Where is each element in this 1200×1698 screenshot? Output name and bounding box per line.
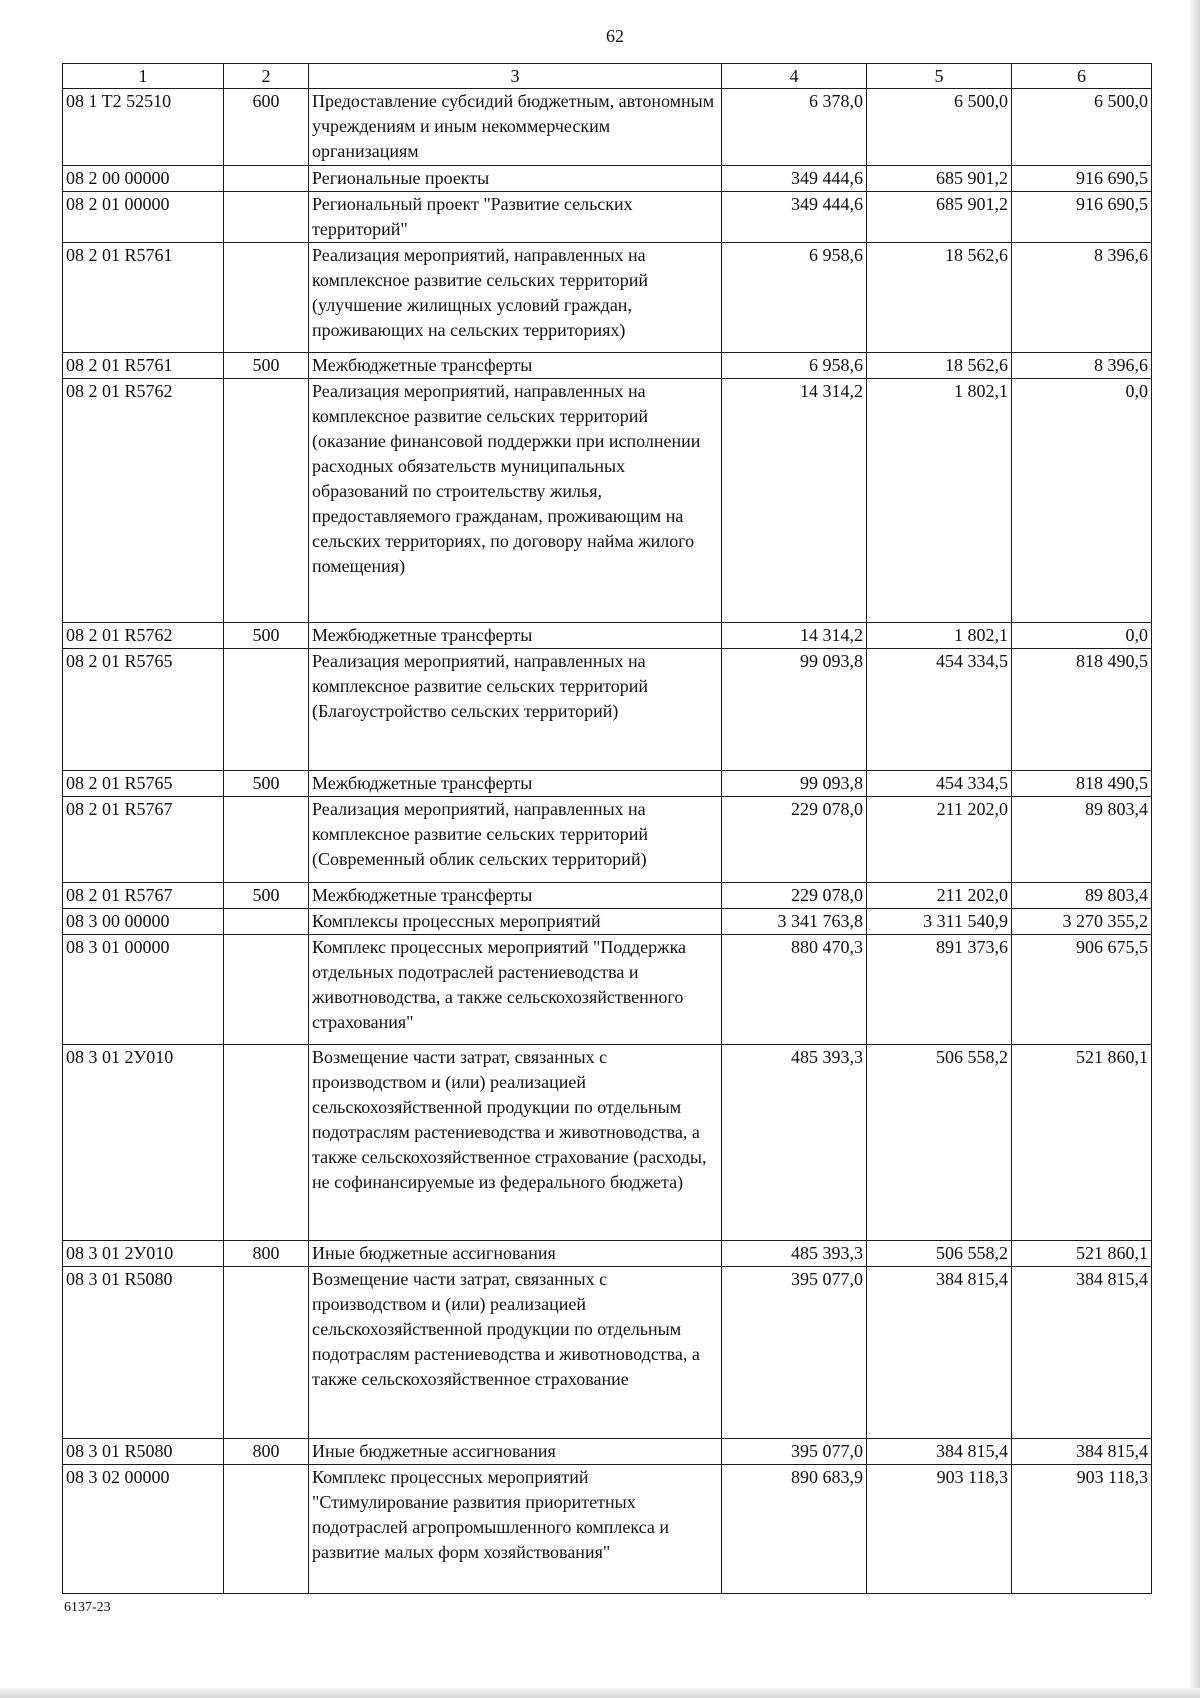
table-row bbox=[63, 166, 1152, 192]
table-header bbox=[63, 64, 1152, 89]
item-name-cell: Реализация мероприятий, направленных на комплексное развитие сельских территорий (Благоустройство сельских территорий) bbox=[309, 649, 722, 771]
amount-year-1-cell: 14 314,2 bbox=[722, 623, 867, 649]
amount-year-3-cell: 3 270 355,2 bbox=[1012, 909, 1152, 935]
table-row bbox=[63, 192, 1152, 243]
amount-year-2-cell: 18 562,6 bbox=[867, 243, 1012, 353]
amount-year-1-cell: 14 314,2 bbox=[722, 379, 867, 623]
amount-year-2-cell: 211 202,0 bbox=[867, 883, 1012, 909]
page-number: 62 bbox=[606, 26, 624, 46]
amount-year-2-cell: 1 802,1 bbox=[867, 379, 1012, 623]
amount-year-2-cell: 6 500,0 bbox=[867, 89, 1012, 166]
budget-code-cell: 08 2 01 R5765 bbox=[63, 771, 224, 797]
table-row bbox=[63, 243, 1152, 353]
amount-year-3-cell: 818 490,5 bbox=[1012, 649, 1152, 771]
expense-type-cell bbox=[224, 379, 309, 623]
column-header: 3 bbox=[309, 64, 722, 89]
amount-year-2-cell: 506 558,2 bbox=[867, 1241, 1012, 1267]
amount-year-2-cell: 454 334,5 bbox=[867, 771, 1012, 797]
expense-type-cell bbox=[224, 935, 309, 1045]
budget-code-cell: 08 2 01 R5761 bbox=[63, 243, 224, 353]
expense-type-cell bbox=[224, 243, 309, 353]
expense-type-cell bbox=[224, 797, 309, 883]
budget-code-cell: 08 3 01 2У010 bbox=[63, 1241, 224, 1267]
amount-year-3-cell: 521 860,1 bbox=[1012, 1241, 1152, 1267]
amount-year-1-cell: 229 078,0 bbox=[722, 883, 867, 909]
item-name-cell: Возмещение части затрат, связанных с производством и (или) реализацией сельскохозяйственной продукции по отдельным подотраслям растениеводства и животноводства, а также сельскохозяйственное страхование (расходы, не софинансируемые из федерального бюджета) bbox=[309, 1045, 722, 1241]
amount-year-1-cell: 349 444,6 bbox=[722, 166, 867, 192]
amount-year-3-cell: 8 396,6 bbox=[1012, 243, 1152, 353]
amount-year-1-cell: 395 077,0 bbox=[722, 1439, 867, 1465]
budget-code-cell: 08 3 00 00000 bbox=[63, 909, 224, 935]
amount-year-2-cell: 384 815,4 bbox=[867, 1267, 1012, 1439]
expense-type-cell: 800 bbox=[224, 1241, 309, 1267]
item-name-cell: Региональные проекты bbox=[309, 166, 722, 192]
amount-year-3-cell: 6 500,0 bbox=[1012, 89, 1152, 166]
budget-code-cell: 08 2 01 00000 bbox=[63, 192, 224, 243]
table-row bbox=[63, 1267, 1152, 1439]
amount-year-1-cell: 485 393,3 bbox=[722, 1241, 867, 1267]
amount-year-1-cell: 99 093,8 bbox=[722, 771, 867, 797]
amount-year-3-cell: 384 815,4 bbox=[1012, 1439, 1152, 1465]
item-name-cell: Комплекс процессных мероприятий "Стимулирование развития приоритетных подотраслей агропромышленного комплекса и развитие малых форм хозяйствования" bbox=[309, 1465, 722, 1594]
table-row bbox=[63, 883, 1152, 909]
table-row bbox=[63, 1465, 1152, 1594]
column-header: 5 bbox=[867, 64, 1012, 89]
amount-year-3-cell: 906 675,5 bbox=[1012, 935, 1152, 1045]
budget-code-cell: 08 2 01 R5762 bbox=[63, 623, 224, 649]
budget-code-cell: 08 2 01 R5762 bbox=[63, 379, 224, 623]
budget-code-cell: 08 3 01 R5080 bbox=[63, 1267, 224, 1439]
expense-type-cell bbox=[224, 192, 309, 243]
table-row bbox=[63, 1045, 1152, 1241]
column-number-row bbox=[63, 64, 1152, 89]
item-name-cell: Межбюджетные трансферты bbox=[309, 623, 722, 649]
amount-year-3-cell: 916 690,5 bbox=[1012, 192, 1152, 243]
item-name-cell: Реализация мероприятий, направленных на комплексное развитие сельских территорий (оказание финансовой поддержки при исполнении расходных обязательств муниципальных образований по строительству жилья, предоставляемого гражданам, проживающим на сельских территориях, по договору найма жилого помещения) bbox=[309, 379, 722, 623]
column-header: 1 bbox=[63, 64, 224, 89]
table-row bbox=[63, 797, 1152, 883]
item-name-cell: Межбюджетные трансферты bbox=[309, 883, 722, 909]
amount-year-1-cell: 6 378,0 bbox=[722, 89, 867, 166]
table-row bbox=[63, 1439, 1152, 1465]
amount-year-1-cell: 890 683,9 bbox=[722, 1465, 867, 1594]
expense-type-cell: 500 bbox=[224, 353, 309, 379]
table-row bbox=[63, 935, 1152, 1045]
expense-type-cell bbox=[224, 166, 309, 192]
expense-type-cell bbox=[224, 909, 309, 935]
amount-year-2-cell: 685 901,2 bbox=[867, 166, 1012, 192]
amount-year-2-cell: 454 334,5 bbox=[867, 649, 1012, 771]
amount-year-3-cell: 916 690,5 bbox=[1012, 166, 1152, 192]
amount-year-3-cell: 0,0 bbox=[1012, 379, 1152, 623]
amount-year-3-cell: 89 803,4 bbox=[1012, 883, 1152, 909]
budget-code-cell: 08 2 01 R5765 bbox=[63, 649, 224, 771]
item-name-cell: Межбюджетные трансферты bbox=[309, 353, 722, 379]
amount-year-1-cell: 395 077,0 bbox=[722, 1267, 867, 1439]
budget-code-cell: 08 3 01 00000 bbox=[63, 935, 224, 1045]
amount-year-1-cell: 229 078,0 bbox=[722, 797, 867, 883]
amount-year-3-cell: 384 815,4 bbox=[1012, 1267, 1152, 1439]
amount-year-2-cell: 384 815,4 bbox=[867, 1439, 1012, 1465]
amount-year-3-cell: 0,0 bbox=[1012, 623, 1152, 649]
column-header: 4 bbox=[722, 64, 867, 89]
table-row bbox=[63, 909, 1152, 935]
expense-type-cell bbox=[224, 649, 309, 771]
amount-year-2-cell: 685 901,2 bbox=[867, 192, 1012, 243]
amount-year-1-cell: 6 958,6 bbox=[722, 353, 867, 379]
table-row bbox=[63, 379, 1152, 623]
budget-code-cell: 08 3 01 R5080 bbox=[63, 1439, 224, 1465]
column-header: 2 bbox=[224, 64, 309, 89]
budget-code-cell: 08 2 00 00000 bbox=[63, 166, 224, 192]
budget-code-cell: 08 2 01 R5767 bbox=[63, 797, 224, 883]
scan-edge-shadow-bottom bbox=[0, 1688, 1200, 1698]
amount-year-3-cell: 521 860,1 bbox=[1012, 1045, 1152, 1241]
column-header: 6 bbox=[1012, 64, 1152, 89]
table-row bbox=[63, 623, 1152, 649]
item-name-cell: Межбюджетные трансферты bbox=[309, 771, 722, 797]
expense-type-cell: 600 bbox=[224, 89, 309, 166]
budget-table bbox=[62, 63, 1152, 1594]
item-name-cell: Иные бюджетные ассигнования bbox=[309, 1439, 722, 1465]
expense-type-cell: 500 bbox=[224, 771, 309, 797]
amount-year-2-cell: 211 202,0 bbox=[867, 797, 1012, 883]
amount-year-3-cell: 903 118,3 bbox=[1012, 1465, 1152, 1594]
amount-year-2-cell: 1 802,1 bbox=[867, 623, 1012, 649]
amount-year-2-cell: 18 562,6 bbox=[867, 353, 1012, 379]
item-name-cell: Возмещение части затрат, связанных с производством и (или) реализацией сельскохозяйственной продукции по отдельным подотраслям растениеводства и животноводства, а также сельскохозяйственное страхование bbox=[309, 1267, 722, 1439]
table-row bbox=[63, 353, 1152, 379]
scan-edge-shadow bbox=[1190, 0, 1200, 1698]
expense-type-cell bbox=[224, 1045, 309, 1241]
amount-year-3-cell: 89 803,4 bbox=[1012, 797, 1152, 883]
budget-code-cell: 08 1 T2 52510 bbox=[63, 89, 224, 166]
item-name-cell: Иные бюджетные ассигнования bbox=[309, 1241, 722, 1267]
amount-year-3-cell: 818 490,5 bbox=[1012, 771, 1152, 797]
table-row bbox=[63, 649, 1152, 771]
budget-code-cell: 08 2 01 R5767 bbox=[63, 883, 224, 909]
amount-year-1-cell: 6 958,6 bbox=[722, 243, 867, 353]
amount-year-1-cell: 880 470,3 bbox=[722, 935, 867, 1045]
expense-type-cell: 800 bbox=[224, 1439, 309, 1465]
amount-year-2-cell: 506 558,2 bbox=[867, 1045, 1012, 1241]
amount-year-1-cell: 99 093,8 bbox=[722, 649, 867, 771]
table-row bbox=[63, 771, 1152, 797]
expense-type-cell bbox=[224, 1465, 309, 1594]
amount-year-2-cell: 891 373,6 bbox=[867, 935, 1012, 1045]
amount-year-2-cell: 903 118,3 bbox=[867, 1465, 1012, 1594]
table-row bbox=[63, 89, 1152, 166]
amount-year-2-cell: 3 311 540,9 bbox=[867, 909, 1012, 935]
expense-type-cell: 500 bbox=[224, 883, 309, 909]
item-name-cell: Комплексы процессных мероприятий bbox=[309, 909, 722, 935]
table-body bbox=[63, 89, 1152, 1594]
item-name-cell: Реализация мероприятий, направленных на комплексное развитие сельских территорий (Современный облик сельских территорий) bbox=[309, 797, 722, 883]
amount-year-1-cell: 3 341 763,8 bbox=[722, 909, 867, 935]
budget-code-cell: 08 3 01 2У010 bbox=[63, 1045, 224, 1241]
budget-code-cell: 08 2 01 R5761 bbox=[63, 353, 224, 379]
amount-year-3-cell: 8 396,6 bbox=[1012, 353, 1152, 379]
expense-type-cell bbox=[224, 1267, 309, 1439]
budget-code-cell: 08 3 02 00000 bbox=[63, 1465, 224, 1594]
amount-year-1-cell: 349 444,6 bbox=[722, 192, 867, 243]
item-name-cell: Реализация мероприятий, направленных на комплексное развитие сельских территорий (улучшение жилищных условий граждан, проживающих на сельских территориях) bbox=[309, 243, 722, 353]
item-name-cell: Региональный проект "Развитие сельских территорий" bbox=[309, 192, 722, 243]
item-name-cell: Комплекс процессных мероприятий "Поддержка отдельных подотраслей растениеводства и животноводства, а также сельскохозяйственного страхования" bbox=[309, 935, 722, 1045]
document-code: 6137-23 bbox=[64, 1600, 111, 1615]
item-name-cell: Предоставление субсидий бюджетным, автономным учреждениям и иным некоммерческим организациям bbox=[309, 89, 722, 166]
table-row bbox=[63, 1241, 1152, 1267]
expense-type-cell: 500 bbox=[224, 623, 309, 649]
amount-year-1-cell: 485 393,3 bbox=[722, 1045, 867, 1241]
